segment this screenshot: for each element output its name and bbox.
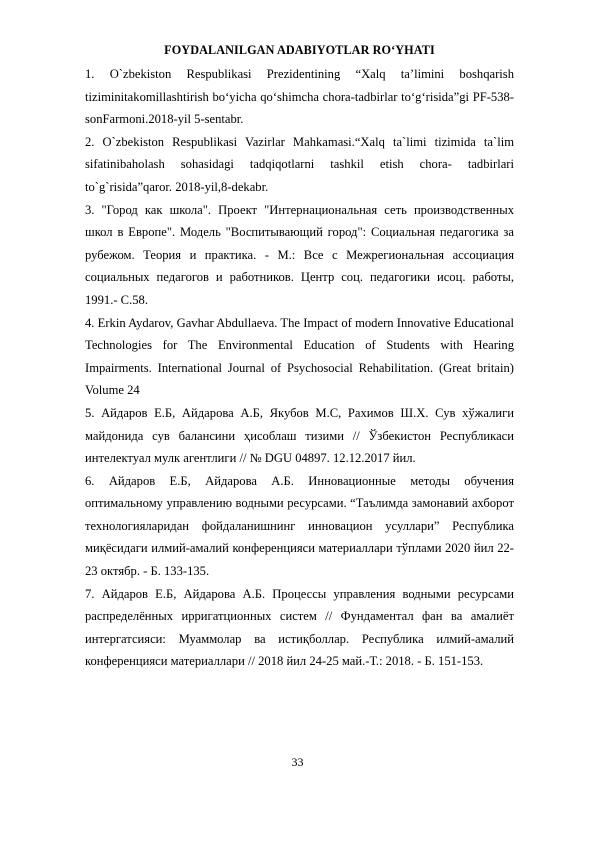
reference-item-5: 5. Айдаров Е.Б, Айдарова А.Б, Якубов М.С, Рахимов Ш.Х. Сув хўжалиги майдонида сув балансини ҳисоблаш тизими // Ўзбекистон Республикаси интелектуал мулк агентлиги // № DGU 04897. 12.12.2017 йил.	[85, 405, 514, 466]
document-page	[85, 40, 514, 673]
reference-item-3: 3. "Город как школа". Проект "Интернациональная сеть производственных школ в Европе". Модель "Воспитывающий город": Социальная педагогика за рубежом. Теория и практика. - М.: Все с Межрегиональная ассоциация социальных педагогов и работников. Центр соц. педагогики исоц. работы, 1991.- С.58.	[85, 202, 514, 307]
reference-item-4: 4. Erkin Aydarov, Gavhar Abdullaeva. The Impact of modern Innovative Educational Technologies for The Environmental Education of Students with Hearing Impairments. International Journal of Psychosocial Rehabilitation. (Great britain) Volume 24	[85, 315, 514, 398]
reference-item-6: 6. Айдаров Е.Б, Айдарова А.Б. Инновационные методы обучения оптимальному управлению водными ресурсами. “Таълимда замонавий ахборот технологияларидан фойдаланишнинг инновацион усуллари” Республика миқёсидаги илмий-амалий конференцияси материаллари тўплами 2020 йил 22-23 октябр. - Б. 133-135.	[85, 473, 514, 579]
reference-item-1: 1. O`zbekiston Respublikasi Prezidentining “Xalq ta’limini boshqarish tiziminitakomillashtirish bo‘yicha qo‘shimcha chora-tadbirlar to‘g‘risida”gi PF-538-sonFarmoni.2018-yil 5-sentabr.	[85, 67, 514, 127]
page-title: FOYDALANILGAN ADABIYOTLAR RO‘YHATI	[164, 43, 435, 57]
reference-item-7: 7. Айдаров Е.Б, Айдарова А.Б. Процессы управления водными ресурсами распределённых ирригатционных систем // Фундаментал фан ва амалиёт интергатсияси: Муаммолар ва истиқболлар. Республика илмий-амалий конференцияси материаллари // 2018 йил 24-25 май.-Т.: 2018. - Б. 151-153.	[85, 586, 514, 669]
page-number: 33	[291, 755, 304, 769]
reference-item-2: 2. O`zbekiston Respublikasi Vazirlar Mahkamasi.“Xalq ta`limi tizimida ta`lim sifatinibaholash sohasidagi tadqiqotlarni tashkil etish chora- tadbirlari to`g`risida”qaror. 2018-yil,8-dekabr.	[85, 134, 514, 194]
